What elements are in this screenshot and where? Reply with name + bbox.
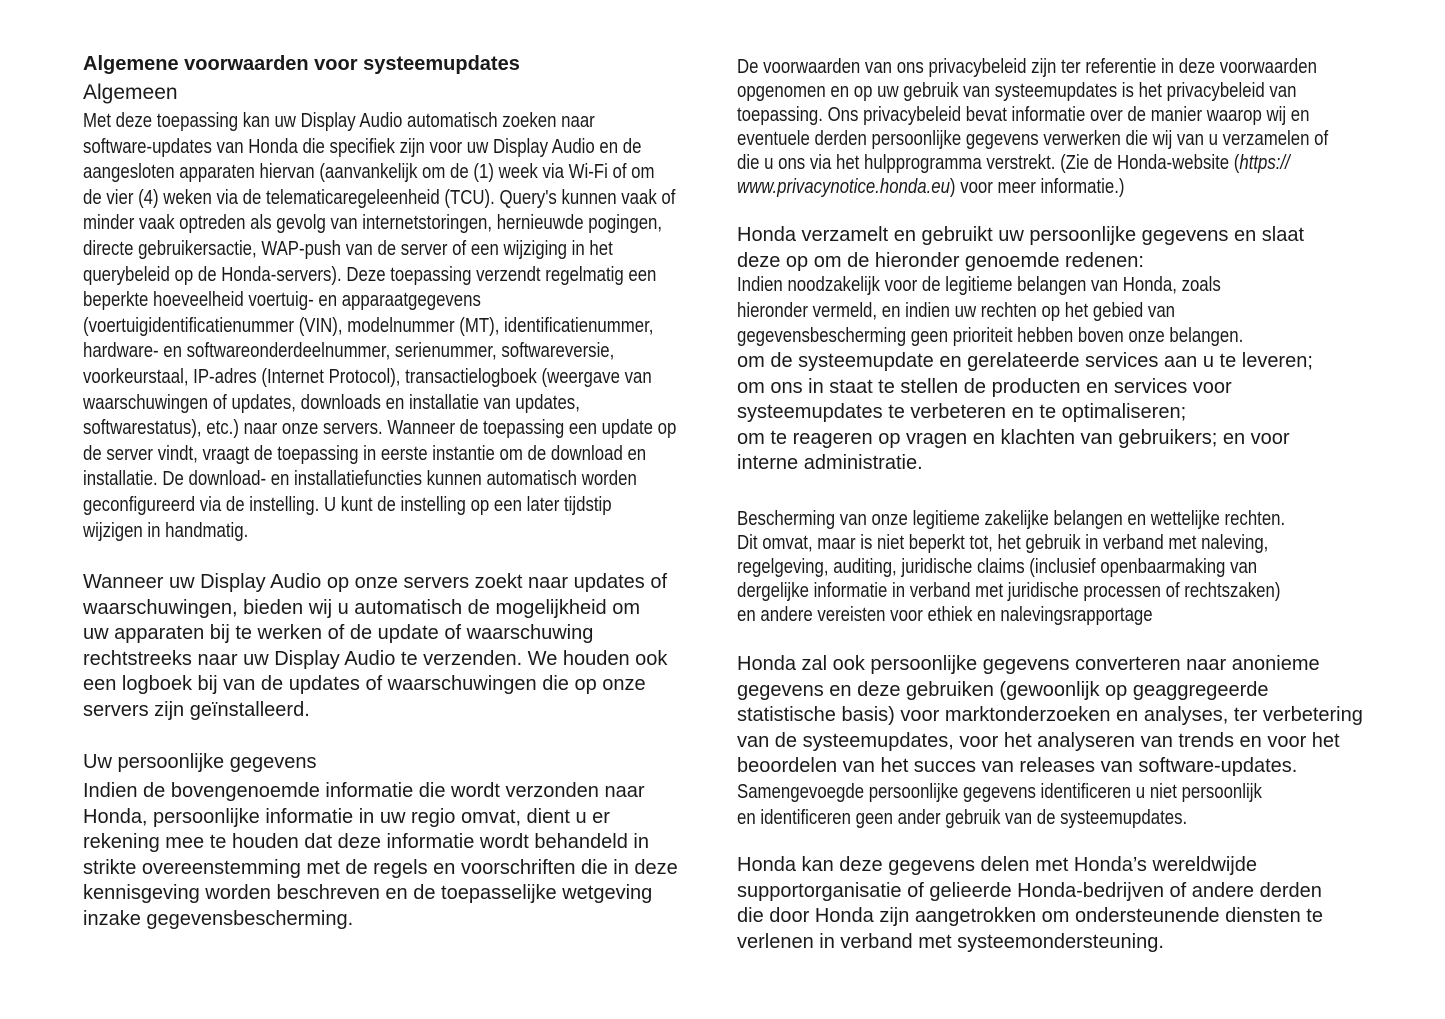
heading-personal-data: Uw persoonlijke gegevens [83, 751, 317, 773]
paragraph-aggregated-data [737, 780, 1362, 831]
heading-general: Algemeen [83, 81, 178, 104]
text-line: De voorwaarden van ons privacybeleid zijn ter referentie in deze voorwaarden [737, 56, 1317, 78]
text-line: hardware- en softwareonderdeelnummer, serienummer, softwareversie, [83, 340, 615, 363]
text-line: Honda verzamelt en gebruikt uw persoonlijke gegevens en slaat [737, 224, 1305, 246]
text-line: Samengevoegde persoonlijke gegevens identificeren u niet persoonlijk [737, 781, 1262, 803]
text-line: Honda kan deze gegevens delen met Honda’s wereldwijde [737, 854, 1257, 876]
text-line: Honda, persoonlijke informatie in uw regio omvat, dient u er [83, 805, 610, 828]
text-line: om ons in staat te stellen de producten en services voor [737, 375, 1232, 398]
text-line: Dit omvat, maar is niet beperkt tot, het gebruik in verband met naleving, [737, 532, 1269, 555]
text-line: Honda zal ook persoonlijke gegevens converteren naar anonieme [737, 653, 1320, 675]
text-line: wijzigen in handmatig. [83, 519, 249, 542]
document-title: Algemene voorwaarden voor systeemupdates [83, 53, 520, 75]
paragraph-privacy-policy [737, 55, 1441, 200]
text-line: waarschuwingen of updates, downloads en installatie van updates, [83, 391, 580, 414]
text-line: deze op om de hieronder genoemde redenen: [737, 249, 1144, 272]
text-line: uw apparaten bij te werken of de update of waarschuwing [83, 622, 594, 645]
text-line: gegevens en deze gebruiken (gewoonlijk op geaggregeerde [737, 678, 1269, 701]
text-line: om de systeemupdate en gerelateerde services aan u te leveren; [737, 350, 1313, 372]
text-line: strikte overeenstemming met de regels en voorschriften die in deze [83, 856, 678, 879]
paragraph-data-sharing [737, 853, 1323, 955]
text-line: hieronder vermeld, en indien uw rechten op het gebied van [737, 299, 1176, 322]
text-line: kennisgeving worden beschreven en de toepasselijke wetgeving [83, 882, 653, 905]
text-line: Wanneer uw Display Audio op onze servers zoekt naar updates of [83, 571, 668, 593]
text-line: dergelijke informatie in verband met juridische processen of rechtszaken) [737, 580, 1281, 603]
paragraph-legal-rights [737, 507, 1390, 627]
text-line: aangesloten apparaten hiervan (aanvankelijk om de (1) week via Wi-Fi of om [83, 161, 655, 184]
text-line: om te reageren op vragen en klachten van gebruikers; en voor [737, 426, 1290, 449]
paragraph-reasons-list [737, 349, 1313, 477]
text-line: www.privacynotice.honda.eu) voor meer informatie.) [737, 176, 1125, 199]
privacy-link[interactable]: www.privacynotice.honda.eu [737, 176, 950, 199]
text-line: rekening mee te houden dat deze informatie wordt behandeld in [83, 831, 649, 854]
text-line: installatie. De download- en installatiefuncties kunnen automatisch worden [83, 468, 637, 491]
text-line: verlenen in verband met systeemondersteuning. [737, 930, 1164, 953]
paragraph-personal-data [83, 779, 678, 933]
text-line: en andere vereisten voor ethiek en nalevingsrapportage [737, 604, 1153, 627]
text-line: waarschuwingen, bieden wij u automatisch de mogelijkheid om [83, 596, 640, 619]
text-line: die door Honda zijn aangetrokken om ondersteunende diensten te [737, 905, 1323, 928]
text-line: servers zijn geïnstalleerd. [83, 698, 310, 721]
text-line: gegevensbescherming geen prioriteit hebben boven onze belangen. [737, 325, 1244, 348]
text-line: Bescherming van onze legitieme zakelijke belangen en wettelijke rechten. [737, 508, 1286, 530]
privacy-link[interactable]: https:// [1239, 152, 1290, 175]
text-line: de vier (4) weken via de telematicaregeleenheid (TCU). Query's kunnen vaak of [83, 186, 676, 209]
text-line: Indien noodzakelijk voor de legitieme belangen van Honda, zoals [737, 274, 1221, 296]
text-line: statistische basis) voor marktonderzoeken en analyses, ter verbetering [737, 704, 1363, 727]
paragraph-legitimate-interests [737, 273, 1340, 350]
text-line: supportorganisatie of gelieerde Honda-bedrijven of andere derden [737, 879, 1322, 902]
text-line: die u ons via het hulpprogramma verstrekt. (Zie de Honda-website (https:// [737, 152, 1290, 175]
text-line: opgenomen en op uw gebruik van systeemupdates is het privacybeleid van [737, 80, 1297, 103]
paragraph-anonymization [737, 652, 1363, 780]
text-line: (voertuigidentificatienummer (VIN), modelnummer (MT), identificatienummer, [83, 314, 654, 337]
paragraph-general [83, 109, 789, 544]
text-line: inzake gegevensbescherming. [83, 907, 354, 930]
text-line: minder vaak optreden als gevolg van internetstoringen, hernieuwde pogingen, [83, 212, 663, 235]
text-line: toepassing. Ons privacybeleid bevat informatie over de manier waarop wij en [737, 104, 1310, 127]
text-line: beoordelen van het succes van releases van software-updates. [737, 755, 1298, 778]
text-line: voorkeurstaal, IP-adres (Internet Protocol), transactielogboek (weergave van [83, 365, 652, 388]
text-line: querybeleid op de Honda-servers). Deze toepassing verzendt regelmatig een [83, 263, 657, 286]
text-line: softwarestatus), etc.) naar onze servers. Wanneer de toepassing een update op [83, 417, 677, 440]
paragraph-reasons-intro [737, 223, 1304, 274]
paragraph-updates [83, 570, 667, 724]
text-line: systeemupdates te verbeteren en te optimaliseren; [737, 401, 1187, 424]
text-line: regelgeving, auditing, juridische claims (inclusief openbaarmaking van [737, 556, 1258, 579]
text-line: de server vindt, vraagt de toepassing in eerste instantie om de download en [83, 442, 647, 465]
text-line: directe gebruikersactie, WAP-push van de server of een wijziging in het [83, 237, 613, 260]
text-line: rechtstreeks naar uw Display Audio te verzenden. We houden ook [83, 647, 668, 670]
text-line: software-updates van Honda die specifiek zijn voor uw Display Audio en de [83, 135, 642, 158]
text-line: Met deze toepassing kan uw Display Audio automatisch zoeken naar [83, 110, 595, 132]
text-line: en identificeren geen ander gebruik van de systeemupdates. [737, 806, 1188, 829]
text-line: van de systeemupdates, voor het analyseren van trends en voor het [737, 729, 1340, 752]
text-line: geconfigureerd via de instelling. U kunt de instelling op een later tijdstip [83, 493, 612, 516]
text-line: beperkte hoeveelheid voertuig- en apparaatgegevens [83, 289, 481, 312]
text-line: interne administratie. [737, 452, 923, 475]
text-line: Indien de bovengenoemde informatie die wordt verzonden naar [83, 780, 645, 802]
text-line: eventuele derden persoonlijke gegevens verwerken die wij van u verzamelen of [737, 128, 1329, 151]
text-line: een logboek bij van de updates of waarschuwingen die op onze [83, 673, 646, 696]
